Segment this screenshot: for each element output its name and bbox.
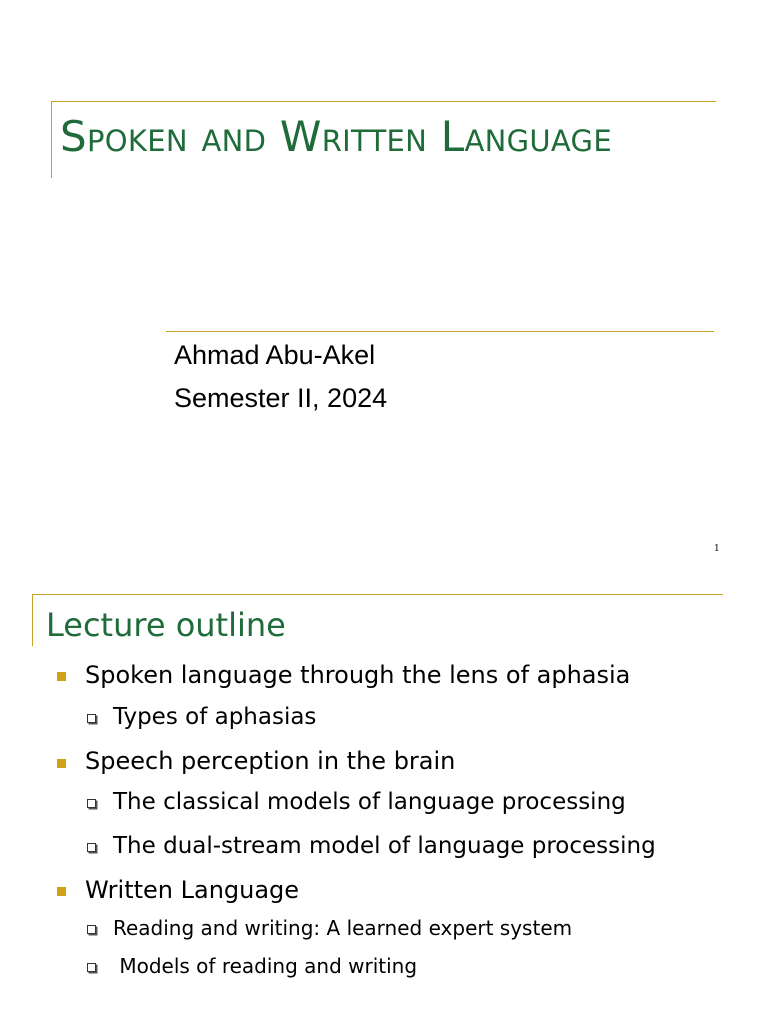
hollow-square-bullet-icon [87,843,96,852]
outline-item: Speech perception in the brain [85,747,456,775]
title-rule-top [32,594,723,595]
title-rule-top [51,101,716,102]
outline-subsubitem: Reading and writing: A learned expert system [113,916,573,940]
square-bullet-icon [57,759,66,768]
page-number: 1 [714,544,720,554]
author-name: Ahmad Abu-Akel [174,340,376,370]
square-bullet-icon [57,887,66,896]
subtitle-rule [166,331,714,332]
slide-title: Spoken and Written Language [60,112,612,161]
slide-title: Lecture outline [46,606,286,644]
title-rule-left [32,594,33,646]
outline-slide [0,572,768,1024]
outline-item: Spoken language through the lens of aphasia [85,661,631,689]
hollow-square-bullet-icon [87,799,96,808]
hollow-square-bullet-icon [87,714,96,723]
title-rule-left [51,101,52,178]
hollow-square-bullet-icon [87,963,96,972]
outline-subsubitem: Models of reading and writing [113,954,418,978]
semester-label: Semester II, 2024 [174,383,388,413]
outline-subitem: The classical models of language processing [113,789,626,815]
square-bullet-icon [57,672,66,681]
outline-subitem: The dual-stream model of language processing [113,833,656,859]
outline-item: Written Language [85,876,300,904]
hollow-square-bullet-icon [87,925,96,934]
outline-subitem: Types of aphasias [113,704,317,730]
